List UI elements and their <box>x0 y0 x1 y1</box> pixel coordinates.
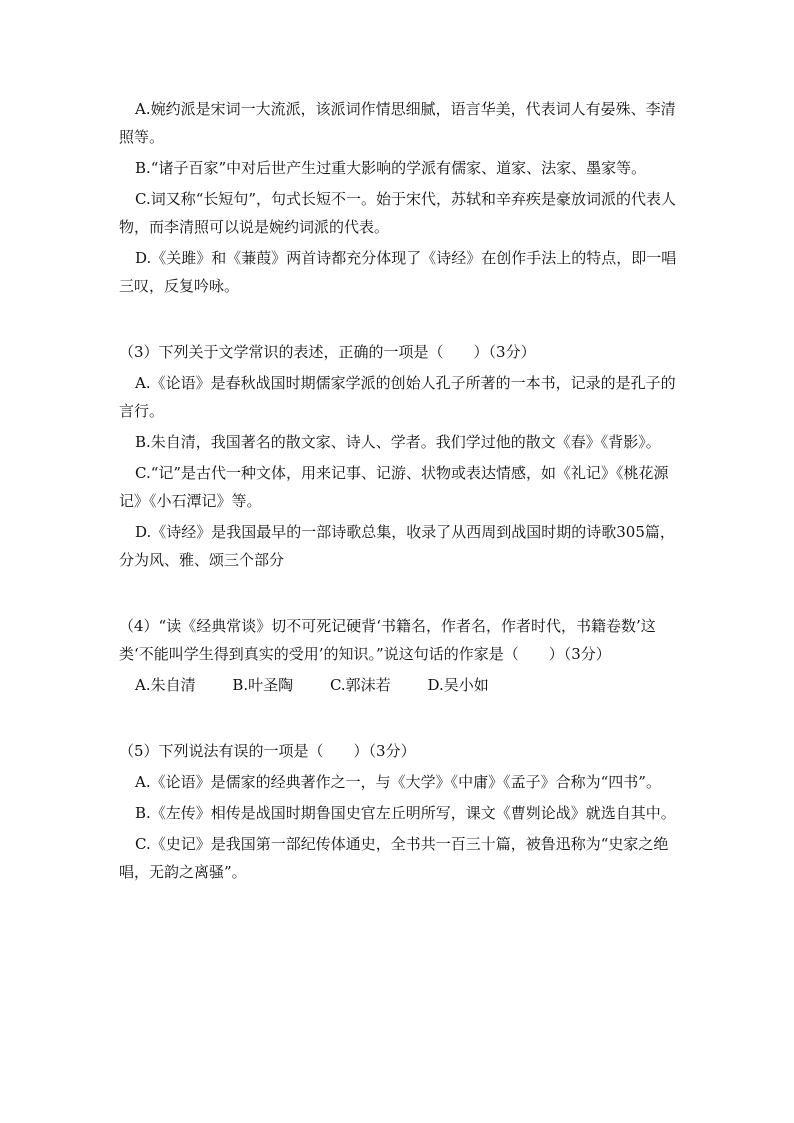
option-c: C.词又称“长短句”，句式长短不一。始于宋代，苏轼和辛弃疾是豪放词派的代表人物，而李清照可以说是婉约词派的代表。 <box>119 190 677 236</box>
question-4-option-a: A.朱自清 <box>135 676 196 694</box>
question-4-option-b: B.叶圣陶 <box>232 676 294 694</box>
question-4-choices <box>135 671 679 699</box>
question-3-option-b: B.朱自清，我国著名的散文家、诗人、学者。我们学过他的散文《春》《背影》。 <box>135 433 661 451</box>
question-4-option-c: C.郭沫若 <box>329 676 391 694</box>
question-5-option-c: C.《史记》是我国第一部纪传体通史，全书共一百三十篇，被鲁迅称为“史家之绝唱，无韵之离骚”。 <box>119 835 669 881</box>
question-3-option-d: D.《诗经》是我国最早的一部诗歌总集，收录了从西周到战国时期的诗歌305篇，分为风、雅、颂三个部分 <box>119 523 675 569</box>
spacer <box>119 702 679 737</box>
question-4-stem: （4）“读《经典常谈》切不可死记硬背‘书籍名，作者名，作者时代，书籍卷数’这类‘不能叫学生得到真实的受用’的知识。”说这句话的作家是（ ）（3分） <box>119 617 656 663</box>
document-content <box>119 95 679 889</box>
question-5-stem: （5）下列说法有误的一项是（ ）（3分） <box>119 742 416 760</box>
option-d: D.《关雎》和《蒹葭》两首诗都充分体现了《诗经》在创作手法上的特点，即一唱三叹，反复吟咏。 <box>119 249 677 295</box>
option-b: B.“诸子百家”中对后世产生过重大影响的学派有儒家、道家、法家、墨家等。 <box>135 159 647 177</box>
question-3-option-a: A.《论语》是春秋战国时期儒家学派的创始人孔子所著的一本书，记录的是孔子的言行。 <box>119 374 676 420</box>
question-3-option-c: C.“记”是古代一种文体，用来记事、记游、状物或表达情感，如《礼记》《桃花源记》《小石潭记》等。 <box>119 464 669 510</box>
question-5-option-a: A.《论语》是儒家的经典著作之一，与《大学》《中庸》《孟子》合称为“四书”。 <box>135 773 661 791</box>
question-3-stem: （3）下列关于文学常识的表述，正确的一项是（ ）（3分） <box>119 343 536 361</box>
spacer <box>119 303 679 338</box>
spacer <box>119 577 679 612</box>
question-4-option-d: D.吴小如 <box>427 676 489 694</box>
option-a: A.婉约派是宋词一大流派，该派词作情思细腻，语言华美，代表词人有晏殊、李清照等。 <box>119 100 676 146</box>
question-5-option-b: B.《左传》相传是战国时期鲁国史官左丘明所写，课文《曹刿论战》就选自其中。 <box>135 804 676 822</box>
